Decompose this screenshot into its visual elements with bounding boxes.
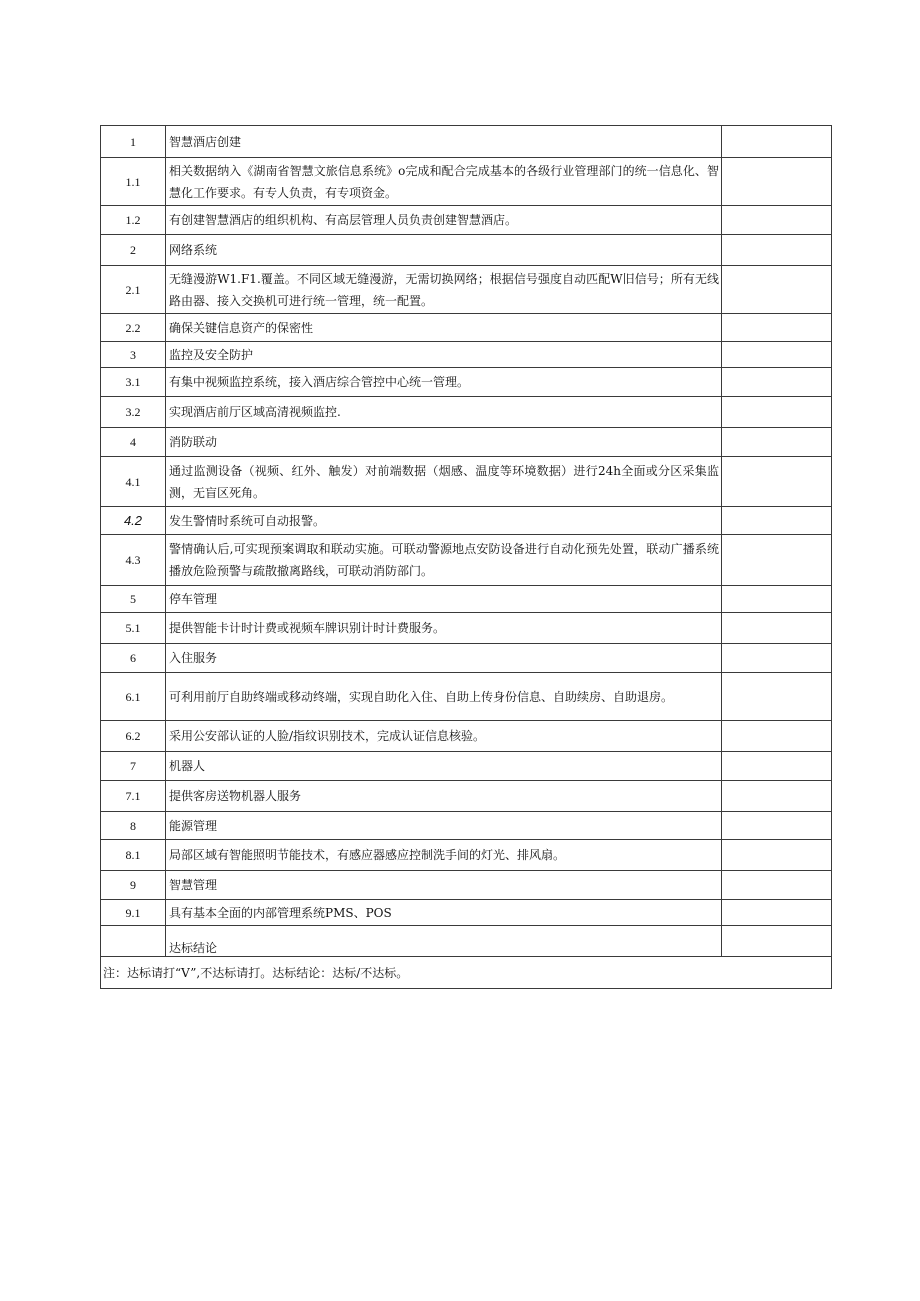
item-number: 5 — [101, 586, 166, 613]
section-row — [101, 126, 832, 158]
item-number: 6.2 — [101, 721, 166, 752]
item-number: 6 — [101, 644, 166, 673]
section-row — [101, 752, 832, 781]
item-description: 网络系统 — [166, 235, 722, 266]
item-row — [101, 266, 832, 314]
item-number: 8 — [101, 812, 166, 840]
item-number: 3.2 — [101, 397, 166, 428]
verdict-number-cell — [101, 926, 166, 957]
item-number: 5.1 — [101, 613, 166, 644]
item-number: 7.1 — [101, 781, 166, 812]
compliance-mark-cell[interactable] — [722, 457, 832, 507]
item-description: 有创建智慧酒店的组织机构、有高层管理人员负责创建智慧酒店。 — [166, 206, 722, 235]
section-row — [101, 586, 832, 613]
item-description: 机器人 — [166, 752, 722, 781]
section-row — [101, 644, 832, 673]
item-row — [101, 673, 832, 721]
item-description: 无缝漫游W1.F1.覆盖。不同区域无缝漫游，无需切换网络；根据信号强度自动匹配W旧信号；所有无线路由器、接入交换机可进行统一管理，统一配置。 — [166, 266, 722, 314]
verdict-mark-cell[interactable] — [722, 926, 832, 957]
item-row — [101, 507, 832, 535]
item-row — [101, 158, 832, 206]
item-description: 可利用前厅自助终端或移动终端，实现自助化入住、自助上传身份信息、自助续房、自助退房。 — [166, 673, 722, 721]
section-row — [101, 812, 832, 840]
compliance-mark-cell[interactable] — [722, 644, 832, 673]
item-row — [101, 368, 832, 397]
compliance-mark-cell[interactable] — [722, 126, 832, 158]
footnote: 注：达标请打“V”,不达标请打。达标结论：达标/不达标。 — [101, 957, 832, 989]
item-row — [101, 457, 832, 507]
compliance-mark-cell[interactable] — [722, 871, 832, 900]
item-number: 4.1 — [101, 457, 166, 507]
item-description: 消防联动 — [166, 428, 722, 457]
compliance-mark-cell[interactable] — [722, 206, 832, 235]
item-row — [101, 781, 832, 812]
item-description: 智慧酒店创建 — [166, 126, 722, 158]
item-number: 7 — [101, 752, 166, 781]
section-row — [101, 428, 832, 457]
item-description: 提供客房送物机器人服务 — [166, 781, 722, 812]
compliance-mark-cell[interactable] — [722, 158, 832, 206]
compliance-mark-cell[interactable] — [722, 673, 832, 721]
item-number: 9.1 — [101, 900, 166, 926]
item-number: 2.2 — [101, 314, 166, 342]
compliance-mark-cell[interactable] — [722, 721, 832, 752]
compliance-mark-cell[interactable] — [722, 397, 832, 428]
item-number: 4.2 — [101, 507, 166, 535]
item-description: 具有基本全面的内部管理系统PMS、POS — [166, 900, 722, 926]
item-description: 入住服务 — [166, 644, 722, 673]
item-number: 3 — [101, 342, 166, 368]
compliance-mark-cell[interactable] — [722, 314, 832, 342]
compliance-mark-cell[interactable] — [722, 235, 832, 266]
item-number: 6.1 — [101, 673, 166, 721]
checklist-body — [101, 126, 832, 989]
compliance-mark-cell[interactable] — [722, 900, 832, 926]
item-description: 采用公安部认证的人脸/指纹识别技术，完成认证信息核验。 — [166, 721, 722, 752]
item-number: 1.2 — [101, 206, 166, 235]
compliance-mark-cell[interactable] — [722, 535, 832, 586]
item-number: 1.1 — [101, 158, 166, 206]
item-description: 有集中视频监控系统，接入酒店综合管控中心统一管理。 — [166, 368, 722, 397]
item-number: 2 — [101, 235, 166, 266]
item-row — [101, 613, 832, 644]
verdict-label: 达标结论 — [166, 926, 722, 957]
compliance-mark-cell[interactable] — [722, 840, 832, 871]
section-row — [101, 871, 832, 900]
section-row — [101, 235, 832, 266]
compliance-mark-cell[interactable] — [722, 428, 832, 457]
item-row — [101, 535, 832, 586]
compliance-mark-cell[interactable] — [722, 266, 832, 314]
item-row — [101, 840, 832, 871]
item-number: 8.1 — [101, 840, 166, 871]
item-number: 4.3 — [101, 535, 166, 586]
item-row — [101, 397, 832, 428]
note-row — [101, 957, 832, 989]
item-description: 警情确认后,可实现预案调取和联动实施。可联动警源地点安防设备进行自动化预先处置，联动广播系统播放危险预警与疏散撤离路线，可联动消防部门。 — [166, 535, 722, 586]
item-description: 提供智能卡计时计费或视频车牌识别计时计费服务。 — [166, 613, 722, 644]
item-description: 监控及安全防护 — [166, 342, 722, 368]
item-row — [101, 314, 832, 342]
verdict-row — [101, 926, 832, 957]
item-number: 4 — [101, 428, 166, 457]
item-description: 实现酒店前厅区域高清视频监控. — [166, 397, 722, 428]
item-description: 局部区域有智能照明节能技术，有感应器感应控制洗手间的灯光、排风扇。 — [166, 840, 722, 871]
compliance-mark-cell[interactable] — [722, 368, 832, 397]
item-description: 确保关键信息资产的保密性 — [166, 314, 722, 342]
item-number: 3.1 — [101, 368, 166, 397]
compliance-mark-cell[interactable] — [722, 752, 832, 781]
item-row — [101, 900, 832, 926]
item-description: 智慧管理 — [166, 871, 722, 900]
item-row — [101, 721, 832, 752]
item-description: 相关数据纳入《湖南省智慧文旅信息系统》o完成和配合完成基本的各级行业管理部门的统一信息化、智慧化工作要求。有专人负责，有专项资金。 — [166, 158, 722, 206]
item-description: 能源管理 — [166, 812, 722, 840]
compliance-mark-cell[interactable] — [722, 507, 832, 535]
checklist-sheet — [100, 125, 827, 989]
compliance-mark-cell[interactable] — [722, 342, 832, 368]
item-description: 发生警情时系统可自动报警。 — [166, 507, 722, 535]
checklist-table — [100, 125, 832, 989]
item-description: 通过监测设备（视频、红外、触发）对前端数据（烟感、温度等环境数据）进行24h全面或分区采集监测，无盲区死角。 — [166, 457, 722, 507]
item-number: 1 — [101, 126, 166, 158]
item-description: 停车管理 — [166, 586, 722, 613]
item-number: 2.1 — [101, 266, 166, 314]
item-row — [101, 206, 832, 235]
item-number: 9 — [101, 871, 166, 900]
compliance-mark-cell[interactable] — [722, 781, 832, 812]
compliance-mark-cell[interactable] — [722, 812, 832, 840]
compliance-mark-cell[interactable] — [722, 586, 832, 613]
compliance-mark-cell[interactable] — [722, 613, 832, 644]
section-row — [101, 342, 832, 368]
